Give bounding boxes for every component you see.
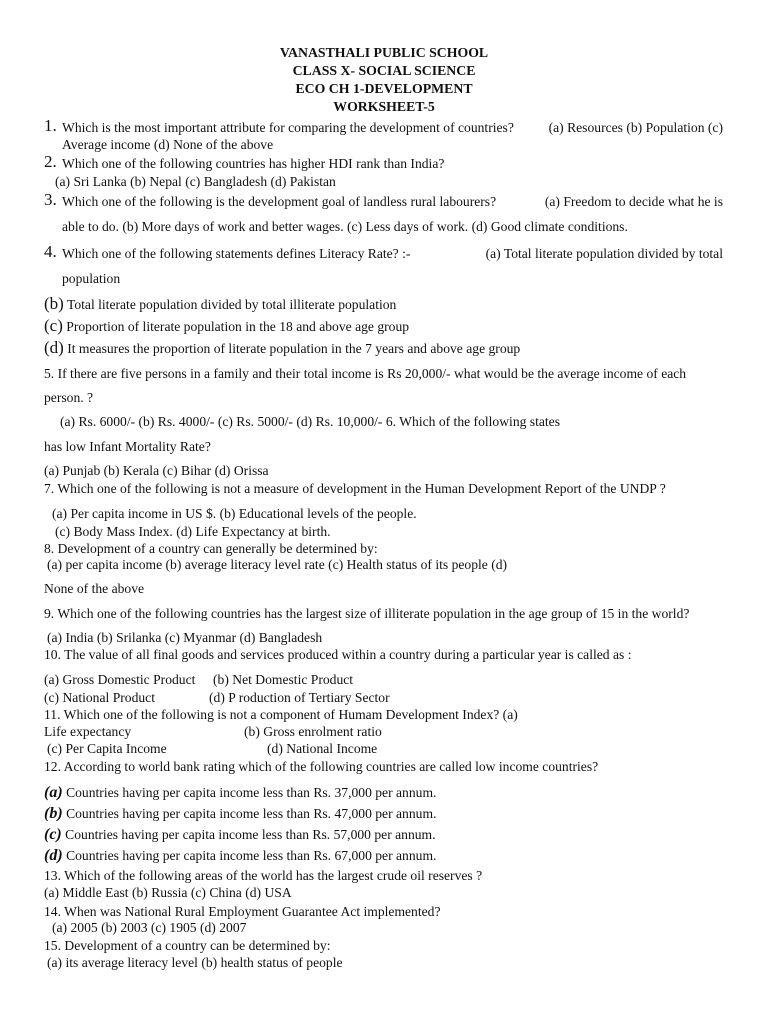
q4-option-b: [44, 294, 396, 314]
q3-text: Which one of the following is the development goal of landless rural labourers?: [62, 194, 497, 209]
q1-number: 1.: [44, 116, 57, 135]
q12-b-text: Countries having per capita income less than Rs. 47,000 per annum.: [66, 806, 437, 821]
q1-text: Which is the most important attribute for comparing the development of countries?: [62, 120, 514, 135]
q2-number: 2.: [44, 152, 57, 171]
q13-text: 13. Which of the following areas of the world has the largest crude oil reserves ?: [44, 868, 483, 883]
q12-b-label: (b): [44, 805, 63, 822]
q5-text: 5. If there are five persons in a family and their total income is Rs 20,000/- what would be the average income of each: [44, 366, 687, 381]
q14-options: (a) 2005 (b) 2003 (c) 1905 (d) 2007: [52, 920, 247, 935]
q9-options: (a) India (b) Srilanka (c) Myanmar (d) Bangladesh: [47, 630, 323, 645]
q12-a-label: (a): [44, 784, 63, 801]
q4-c-text: Proportion of literate population in the 18 and above age group: [66, 319, 410, 334]
q5-options: (a) Rs. 6000/- (b) Rs. 4000/- (c) Rs. 5000/- (d) Rs. 10,000/- 6. Which of the following states: [60, 414, 561, 429]
q10-option-c: (c) National Product: [44, 690, 155, 705]
q11-text: 11. Which one of the following is not a component of Humam Development Index? (a): [44, 707, 518, 722]
q10-option-d: (d) P roduction of Tertiary Sector: [209, 690, 390, 705]
q4-text: Which one of the following statements defines Literacy Rate? :-: [62, 246, 411, 261]
q7-text: 7. Which one of the following is not a measure of development in the Human Development Report of the UNDP ?: [44, 481, 666, 496]
q12-c-text: Countries having per capita income less than Rs. 57,000 per annum.: [65, 827, 436, 842]
q8-text: 8. Development of a country can generally be determined by:: [44, 541, 378, 556]
q10-text: 10. The value of all final goods and services produced within a country during a particular year is called as :: [44, 647, 632, 662]
q4-c-label: (c): [44, 316, 63, 335]
q11-option-b: (b) Gross enrolment ratio: [244, 724, 382, 739]
q12-c-label: (c): [44, 826, 62, 843]
q15-options: (a) its average literacy level (b) health status of people: [47, 955, 343, 970]
q2-options: (a) Sri Lanka (b) Nepal (c) Bangladesh (d) Pakistan: [55, 174, 336, 189]
q7-options-b: (c) Body Mass Index. (d) Life Expectancy at birth.: [55, 524, 331, 539]
q4-continuation: population: [62, 271, 121, 286]
q4-d-label: (d): [44, 338, 64, 357]
q12-a-text: Countries having per capita income less than Rs. 37,000 per annum.: [66, 785, 437, 800]
q12-d-label: (d): [44, 847, 63, 864]
q4-number: 4.: [44, 242, 57, 261]
q4-option-c: [44, 316, 409, 336]
q6-options: (a) Punjab (b) Kerala (c) Bihar (d) Orissa: [44, 463, 269, 478]
question-1: [44, 116, 57, 136]
q4-b-label: (b): [44, 294, 64, 313]
q8-options: (a) per capita income (b) average literacy level rate (c) Health status of its people (d): [47, 557, 508, 572]
q15-text: 15. Development of a country can be determined by:: [44, 938, 331, 953]
q4-option-a: (a) Total literate population divided by total: [485, 246, 723, 261]
class-title: CLASS X- SOCIAL SCIENCE: [292, 63, 476, 78]
q11-option-c: (c) Per Capita Income: [47, 741, 167, 756]
q7-options-a: (a) Per capita income in US $. (b) Educational levels of the people.: [52, 506, 417, 521]
q10-option-a: (a) Gross Domestic Product: [44, 672, 196, 687]
q10-option-b: (b) Net Domestic Product: [213, 672, 354, 687]
q3-option-a: (a) Freedom to decide what he is: [544, 194, 723, 209]
q3-continuation: able to do. (b) More days of work and better wages. (c) Less days of work. (d) Good climate conditions.: [62, 219, 628, 234]
school-name: VANASTHALI PUBLIC SCHOOL: [279, 45, 489, 60]
q6-continuation: has low Infant Mortality Rate?: [44, 439, 211, 454]
q12-option-b: [44, 805, 436, 823]
q12-option-a: [44, 784, 436, 802]
q3-number: 3.: [44, 190, 57, 209]
q12-d-text: Countries having per capita income less than Rs. 67,000 per annum.: [66, 848, 437, 863]
worksheet-title: WORKSHEET-5: [333, 99, 435, 114]
q2-text: Which one of the following countries has higher HDI rank than India?: [62, 156, 445, 171]
q12-option-d: [44, 847, 436, 865]
q14-text: 14. When was National Rural Employment Guarantee Act implemented?: [44, 904, 441, 919]
q13-options: (a) Middle East (b) Russia (c) China (d) USA: [44, 885, 292, 900]
q4-d-text: It measures the proportion of literate population in the 7 years and above age group: [67, 341, 521, 356]
q1-options-b: Average income (d) None of the above: [62, 137, 274, 152]
q12-text: 12. According to world bank rating which of the following countries are called low income countries?: [44, 759, 599, 774]
chapter-title: ECO CH 1-DEVELOPMENT: [295, 81, 473, 96]
q9-text: 9. Which one of the following countries has the largest size of illiterate population in the age group of 15 in the world?: [44, 606, 690, 621]
q11-option-d: (d) National Income: [267, 741, 378, 756]
q5-continuation: person. ?: [44, 390, 94, 405]
q4-b-text: Total literate population divided by total illiterate population: [66, 297, 397, 312]
q8-continuation: None of the above: [44, 581, 145, 596]
q11-option-a: Life expectancy: [44, 724, 132, 739]
q1-options-a: (a) Resources (b) Population (c): [548, 120, 723, 135]
q12-option-c: [44, 826, 436, 844]
q4-option-d: [44, 338, 520, 358]
